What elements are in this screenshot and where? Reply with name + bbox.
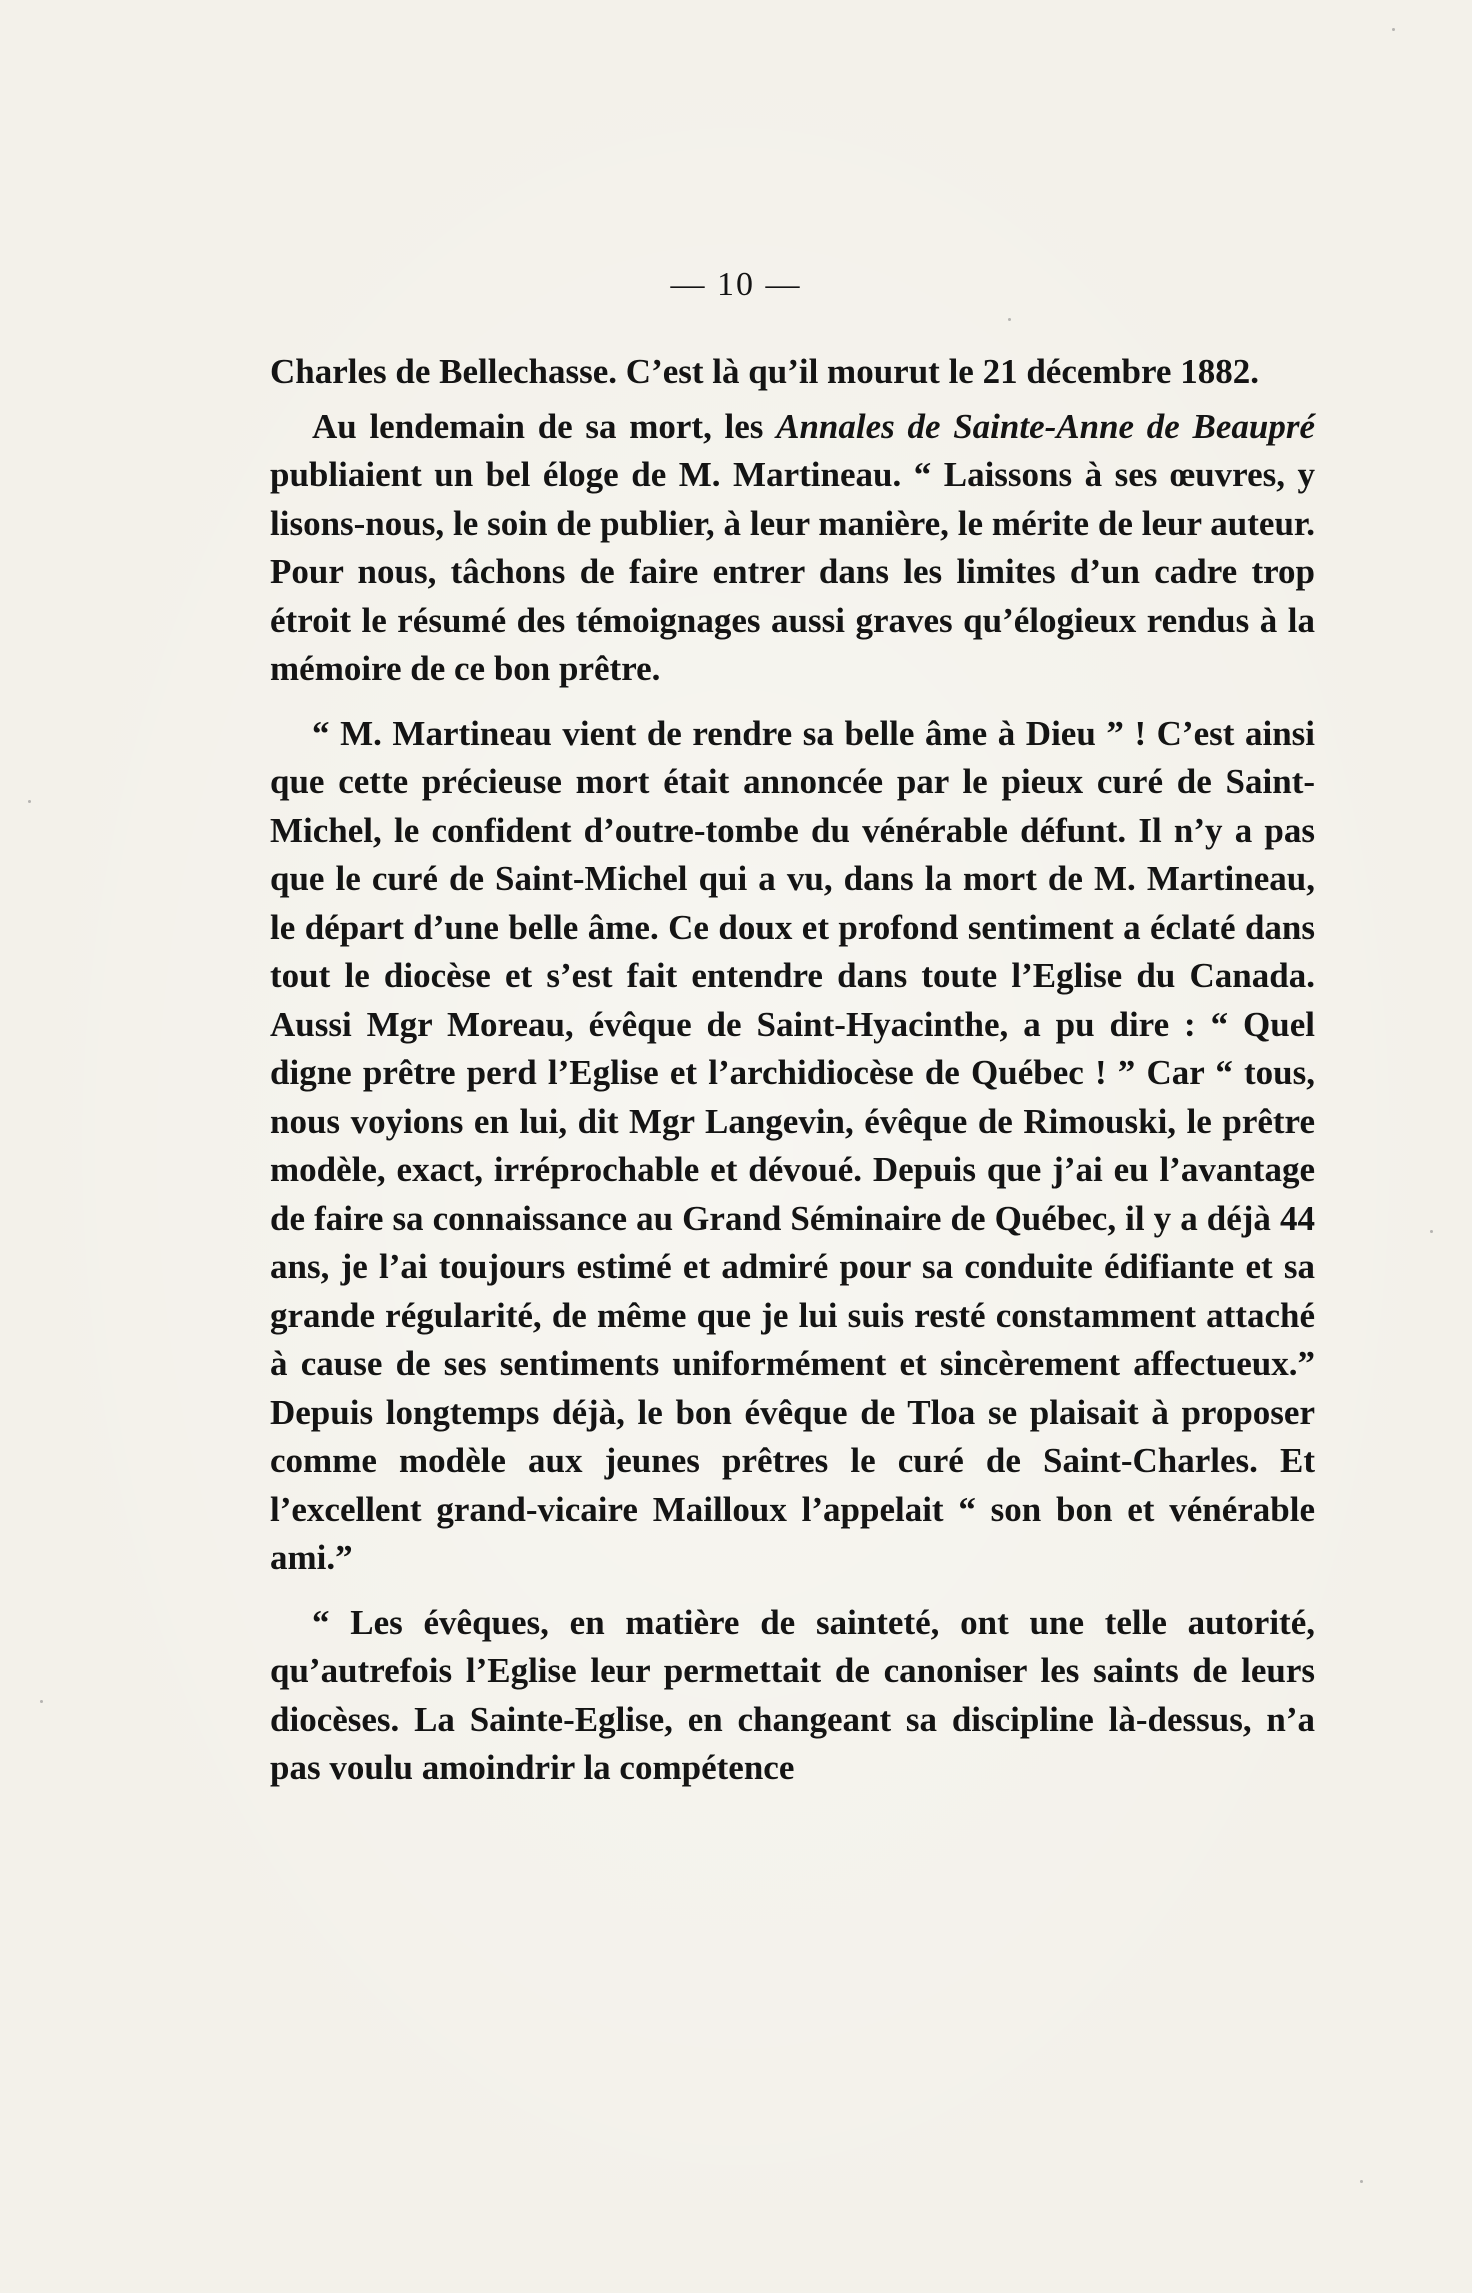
page-number: — 10 —: [670, 266, 802, 303]
scan-speck: [28, 800, 31, 803]
paragraph-4: “ Les évêques, en matière de sainteté, ont une telle autorité, qu’autrefois l’Eglise leur permettait de canoniser les saints de leurs diocèses. La Sainte-Eglise, en changeant sa discipline là-dessus, n’a pas voulu amoindrir la compétence: [270, 1602, 1315, 1787]
paragraph-3: “ M. Martineau vient de rendre sa belle âme à Dieu ” ! C’est ainsi que cette précieuse mort était annoncée par le pieux curé de Saint-Michel, le confident d’outre-tombe du vénérable défunt. Il n’y a pas que le curé de Saint-Michel qui a vu, dans la mort de M. Martineau, le départ d’une belle âme. Ce doux et profond sentiment a éclaté dans tout le diocèse et s’est fait entendre dans toute l’Eglise du Canada. Aussi Mgr Moreau, évêque de Saint-Hyacinthe, a pu dire : “ Quel digne prêtre perd l’Eglise et l’archidiocèse de Québec ! ” Car “ tous, nous voyions en lui, dit Mgr Langevin, évêque de Rimouski, le prêtre modèle, exact, irréprochable et dévoué. Depuis que j’ai eu l’avantage de faire sa connaissance au Grand Séminaire de Québec, il y a déjà 44 ans, je l’ai toujours estimé et admiré pour sa conduite édifiante et sa grande régularité, de même que je lui suis resté constamment attaché à cause de ses sentiments uniformément et sincèrement affectueux.” Depuis longtemps déjà, le bon évêque de Tloa se plaisait à proposer comme modèle aux jeunes prêtres le curé de Saint-Charles. Et l’excellent grand-vicaire Mailloux l’appelait “ son bon et vénérable ami.”: [270, 713, 1315, 1577]
paragraph-1: Charles de Bellechasse. C’est là qu’il mourut le 21 décembre 1882.: [270, 352, 1259, 391]
scan-speck: [1430, 1230, 1433, 1233]
scan-speck: [40, 1700, 43, 1703]
annales-title: Annales de Sainte-Anne de Beaupré: [776, 406, 1316, 446]
paragraph-2: [270, 403, 1315, 694]
scan-speck: [1360, 2180, 1363, 2183]
body-text: [270, 348, 1315, 1793]
scan-speck: [1392, 28, 1395, 31]
scan-speck: [1008, 318, 1011, 321]
paragraph-2-rest: publiaient un bel éloge de M. Martineau. “ Laissons à ses œuvres, y lisons-nous, le soin de publier, à leur manière, le mérite de leur auteur. Pour nous, tâchons de faire entrer dans les limites d’un cadre trop étroit le résumé des témoignages aussi graves qu’élogieux rendus à la mémoire de ce bon prêtre.: [270, 455, 1315, 688]
paragraph-2-start: Au lendemain de sa mort, les: [312, 406, 777, 446]
